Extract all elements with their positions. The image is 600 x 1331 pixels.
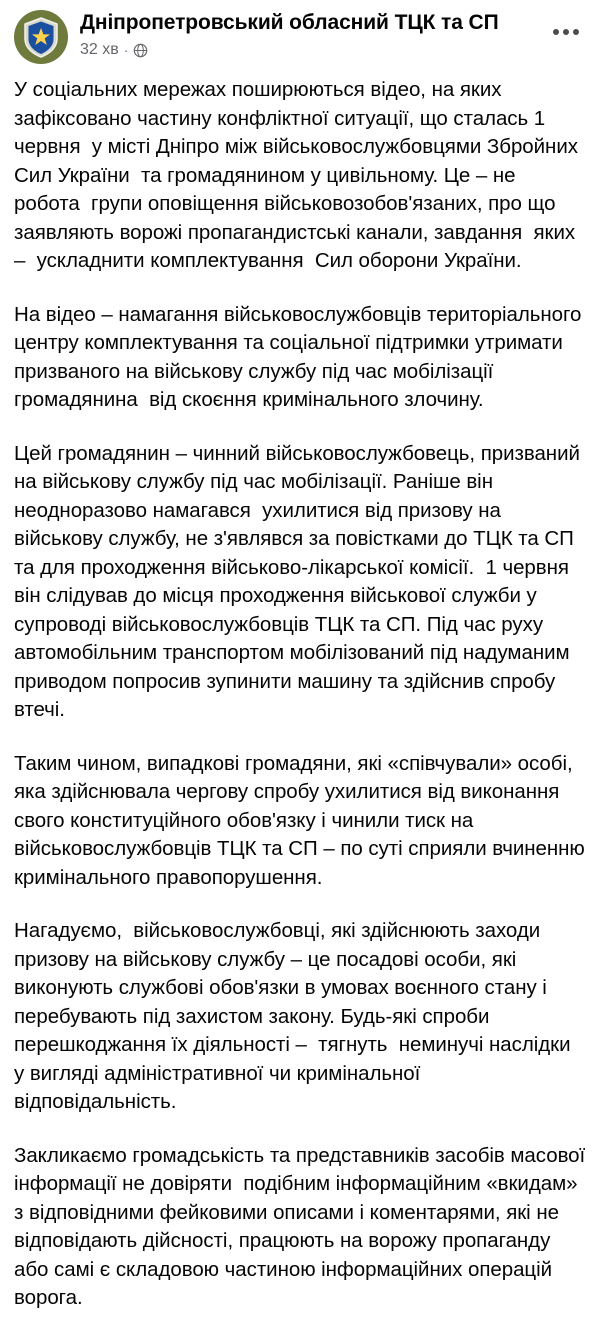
meta-separator: · bbox=[123, 42, 129, 58]
globe-icon bbox=[133, 43, 148, 58]
post-paragraph: На відео – намагання військовослужбовців територіального центру комплектування та соціальної підтримки утримати призваного на військову службу під час мобілізації громадянина від скоєння кримінального злочину. bbox=[14, 302, 588, 411]
post-timestamp[interactable]: 32 хв bbox=[80, 41, 119, 58]
post-paragraph: Нагадуємо, військовослужбовці, які здійснюють заходи призову на військову службу – це посадові особи, які виконують службові обов'язки в умовах воєнного стану і перебувають під захистом закону. Будь-які спроби перешкоджання їх діяльності – тягнуть неминучі наслідки у вигляді адміністративної чи кримінальної відповідальність. bbox=[14, 919, 577, 1113]
post-paragraph: Закликаємо громадськість та представників засобів масової інформації не довіряти подібним інформаційним «вкидам» з відповідними фейковими описами і коментарями, які не відповідають дійсності, працюють на ворожу пропаганду або самі є складовою частиною інформаційних операцій ворога. bbox=[14, 1143, 591, 1309]
post-paragraph: Таким чином, випадкові громадяни, які «співчували» особі, яка здійснювала чергову спробу ухилитися від виконання свого конституційного обов'язку і чинили тиск на військовослужбовців ТЦК та СП – по суті сприяли вчиненню кримінального правопорушення. bbox=[14, 751, 591, 889]
post-meta bbox=[80, 40, 546, 60]
more-options-dots bbox=[553, 29, 579, 35]
post-header bbox=[0, 0, 600, 68]
more-options-icon[interactable] bbox=[546, 12, 586, 52]
post-header-text bbox=[68, 10, 546, 60]
post-paragraph: Цей громадянин – чинний військовослужбовець, призваний на військову службу під час мобілізації. Раніше він неодноразово намагався ухилитися від призову на військову службу, не з'являвся за повістками до ТЦК та СП та для проходження військово-лікарської комісії. 1 червня він слідував до місця проходження військової служби у супроводі військовослужбовців ТЦК та СП. Під час руху автомобільним транспортом мобілізований під надуманим приводом попросив зупинити машину та здійснив спробу втечі. bbox=[14, 441, 586, 721]
avatar[interactable] bbox=[14, 10, 68, 64]
page-name[interactable]: Дніпропетровський обласний ТЦК та СП bbox=[80, 11, 499, 34]
post-paragraph: У соціальних мережах поширюються відео, на яких зафіксовано частину конфліктної ситуації, що сталась 1 червня у місті Дніпро між військовослужбовцями Збройних Сил України та громадянином у цивільному. Це – не робота групи оповіщення військовозобов'язаних, про що заявляють ворожі пропагандистські канали, завдання яких – ускладнити комплектування Сил оборони України. bbox=[14, 78, 584, 272]
post-body bbox=[0, 68, 600, 1331]
